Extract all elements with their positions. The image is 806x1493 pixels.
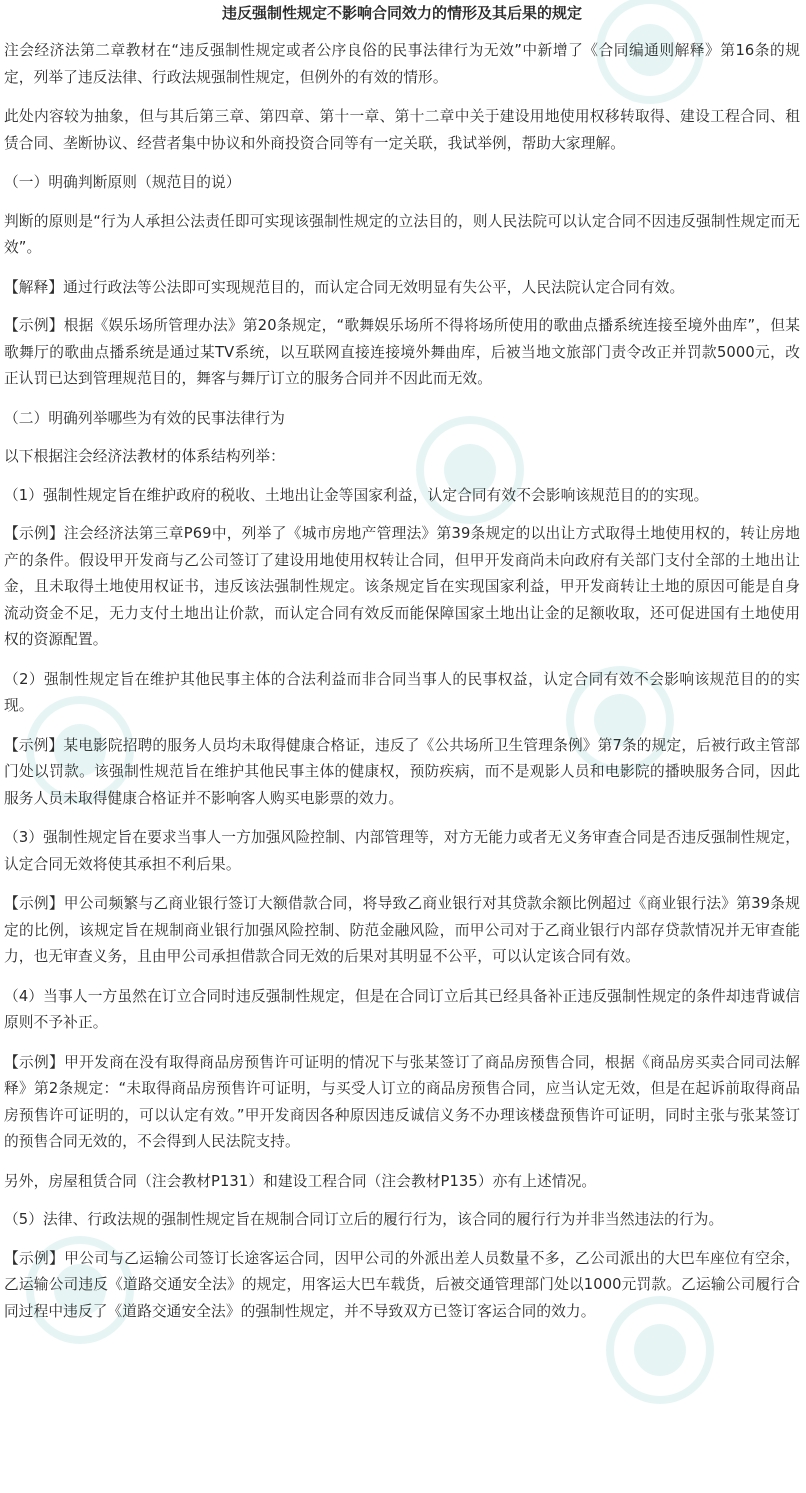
paragraph-example-6: 【示例】甲公司与乙运输公司签订长途客运合同，因甲公司的外派出差人员数量不多，乙公司派出的大巴车座位有空余，乙运输公司违反《道路交通安全法》的规定，用客运大巴车载货，后被交通管理部门处以1000元罚款。乙运输公司履行合同过程中违反了《道路交通安全法》的强制性规定，并不导致双方已签订客运合同的效力。 <box>4 1249 800 1320</box>
paragraph-note: 另外，房屋租赁合同（注会教材P131）和建设工程合同（注会教材P135）亦有上述情况。 <box>4 1172 597 1190</box>
document-title: 违反强制性规定不影响合同效力的情形及其后果的规定 <box>221 4 582 22</box>
paragraph-context: 此处内容较为抽象，但与其后第三章、第四章、第十一章、第十二章中关于建设用地使用权移转取得、建设工程合同、租赁合同、垄断协议、经营者集中协议和外商投资合同等有一定关联，我试举例，帮助大家理解。 <box>4 108 800 152</box>
paragraph-intro: 注会经济法第二章教材在“违反强制性规定或者公序良俗的民事法律行为无效”中新增了《合同编通则解释》第16条的规定，列举了违反法律、行政法规强制性规定，但例外的有效的情形。 <box>4 42 800 86</box>
list-item-2: （2）强制性规定旨在维护其他民事主体的合法利益而非合同当事人的民事权益，认定合同有效不会影响该规范目的的实现。 <box>4 670 800 714</box>
list-item-1: （1）强制性规定旨在维护政府的税收、土地出让金等国家利益，认定合同有效不会影响该规范目的的实现。 <box>4 486 709 504</box>
section-heading-2: （二）明确列举哪些为有效的民事法律行为 <box>4 409 285 427</box>
paragraph-example-4: 【示例】甲公司频繁与乙商业银行签订大额借款合同，将导致乙商业银行对其贷款余额比例超过《商业银行法》第39条规定的比例，该规定旨在规制商业银行加强风险控制、防范金融风险，而甲公司对于乙商业银行内部存贷款情况并无审查能力，也无审查义务，且由甲公司承担借款合同无效的后果对其明显不公平，可以认定该合同有效。 <box>4 895 800 965</box>
list-item-5: （5）法律、行政法规的强制性规定旨在规制合同订立后的履行行为，该合同的履行行为并非当然违法的行为。 <box>4 1211 724 1228</box>
paragraph-example-5: 【示例】甲开发商在没有取得商品房预售许可证明的情况下与张某签订了商品房预售合同，根据《商品房买卖合同司法解释》第2条规定：“未取得商品房预售许可证明，与买受人订立的商品房预售合同，应当认定无效，但是在起诉前取得商品房预售许可证明的，可以认定有效。”甲开发商因各种原因违反诚信义务不办理该楼盘预售许可证明，同时主张与张某签订的预售合同无效的，不会得到人民法院支持。 <box>4 1053 800 1150</box>
paragraph-example-2: 【示例】注会经济法第三章P69中，列举了《城市房地产管理法》第39条规定的以出让方式取得土地使用权的，转让房地产的条件。假设甲开发商与乙公司签订了建设用地使用权转让合同，但甲开发商尚未向政府有关部门支付全部的土地出让金，且未取得土地使用权证书，违反该法强制性规定。该条规定旨在实现国家利益，甲开发商转让土地的原因可能是自身流动资金不足，无力支付土地出让价款，而认定合同有效反而能保障国家土地出让金的足额收取，还可促进国有土地使用权的资源配置。 <box>4 525 800 648</box>
list-item-3: （3）强制性规定旨在要求当事人一方加强风险控制、内部管理等，对方无能力或者无义务审查合同是否违反强制性规定，认定合同无效将使其承担不利后果。 <box>4 829 800 873</box>
paragraph-explanation: 【解释】通过行政法等公法即可实现规范目的，而认定合同无效明显有失公平，人民法院认定合同有效。 <box>4 278 685 296</box>
list-item-4: （4）当事人一方虽然在订立合同时违反强制性规定，但是在合同订立后其已经具备补正违反强制性规定的条件却违背诚信原则不予补正。 <box>4 987 800 1031</box>
section-heading-1: （一）明确判断原则（规范目的说） <box>4 174 241 191</box>
paragraph-example-1: 【示例】根据《娱乐场所管理办法》第20条规定，“歌舞娱乐场所不得将场所使用的歌曲点播系统连接至境外曲库”，但某歌舞厅的歌曲点播系统是通过某TV系统，以互联网直接连接境外舞曲库，后被当地文旅部门责令改正并罚款5000元，改正认罚已达到管理规范目的，舞客与舞厅订立的服务合同并不因此而无效。 <box>4 317 800 387</box>
paragraph-principle: 判断的原则是“行为人承担公法责任即可实现该强制性规定的立法目的，则人民法院可以认定合同不因违反强制性规定而无效”。 <box>4 212 800 256</box>
paragraph-example-3: 【示例】某电影院招聘的服务人员均未取得健康合格证，违反了《公共场所卫生管理条例》第7条的规定，后被行政主管部门处以罚款。该强制性规范旨在维护其他民事主体的健康权，预防疾病，而不是观影人员和电影院的播映服务合同，因此服务人员未取得健康合格证并不影响客人购买电影票的效力。 <box>4 736 800 807</box>
paragraph-list-intro: 以下根据注会经济法教材的体系结构列举： <box>4 448 285 465</box>
